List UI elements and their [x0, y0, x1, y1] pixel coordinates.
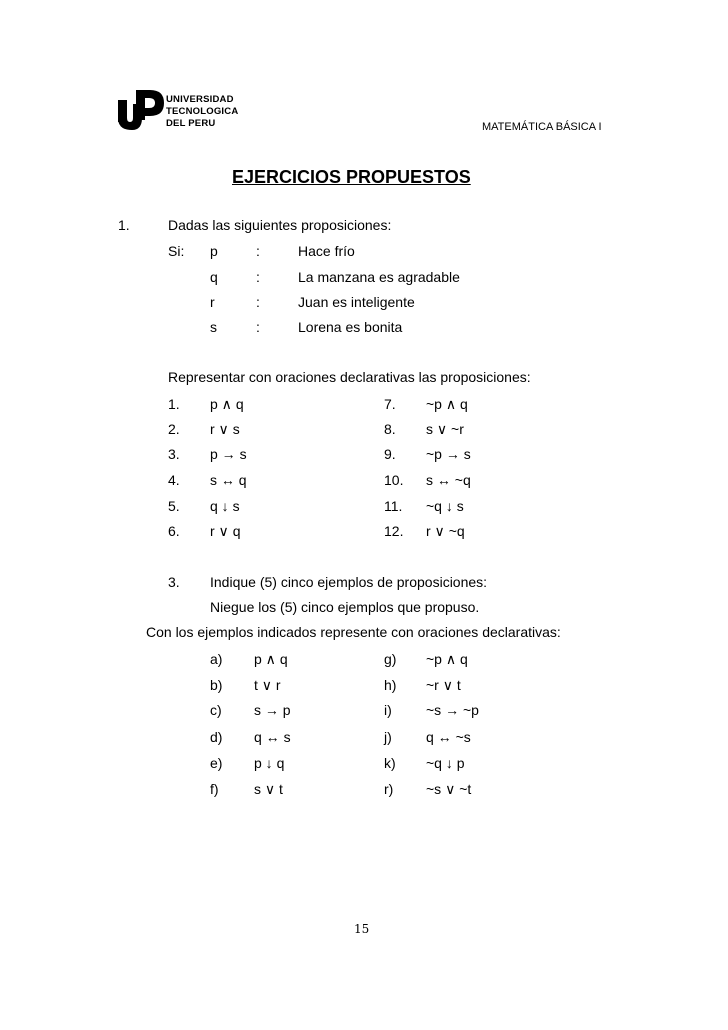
item-expression: s → p	[254, 702, 291, 718]
item-number: 8.	[384, 421, 396, 437]
si-label: Si:	[168, 243, 185, 259]
item-expression: ~q ↓ s	[426, 498, 464, 514]
item-expression: p ∧ q	[254, 651, 288, 667]
item-letter: e)	[210, 755, 223, 771]
item-letter: c)	[210, 702, 222, 718]
item-expression: ~p ∧ q	[426, 396, 468, 412]
question-1-instruction: Representar con oraciones declarativas las proposiciones:	[168, 369, 531, 385]
item-expression: r ∨ ~q	[426, 523, 465, 539]
item-expression: ~p ∧ q	[426, 651, 468, 667]
item-expression: ~r ∨ t	[426, 677, 461, 693]
prop-desc: Juan es inteligente	[298, 294, 415, 310]
prop-colon: :	[256, 319, 260, 335]
item-expression: t ∨ r	[254, 677, 281, 693]
item-expression: ~s → ~p	[426, 702, 479, 718]
prop-var: r	[210, 294, 215, 310]
item-number: 3.	[168, 446, 180, 462]
item-number: 9.	[384, 446, 396, 462]
utp-logo-icon	[118, 90, 164, 136]
prop-desc: La manzana es agradable	[298, 269, 460, 285]
item-letter: i)	[384, 702, 392, 718]
question-3-line-2: Niegue los (5) cinco ejemplos que propuso.	[210, 599, 480, 615]
item-expression: p → s	[210, 446, 247, 462]
item-expression: ~p → s	[426, 446, 471, 462]
item-number: 2.	[168, 421, 180, 437]
prop-var: s	[210, 319, 217, 335]
item-number: 12.	[384, 523, 404, 539]
logo-line-1: UNIVERSIDAD	[166, 94, 234, 105]
item-expression: r ∨ q	[210, 523, 241, 539]
item-number: 10.	[384, 472, 404, 488]
item-expression: r ∨ s	[210, 421, 240, 437]
item-letter: a)	[210, 651, 223, 667]
item-expression: p ↓ q	[254, 755, 285, 771]
item-expression: ~s ∨ ~t	[426, 781, 472, 797]
item-number: 7.	[384, 396, 396, 412]
prop-var: q	[210, 269, 218, 285]
logo-line-3: DEL PERU	[166, 118, 216, 129]
item-letter: d)	[210, 729, 223, 745]
prop-var: p	[210, 243, 218, 259]
item-number: 6.	[168, 523, 180, 539]
question-3-number: 3.	[168, 574, 180, 590]
item-letter: g)	[384, 651, 397, 667]
question-1-intro: Dadas las siguientes proposiciones:	[168, 217, 392, 233]
page-title: EJERCICIOS PROPUESTOS	[232, 167, 471, 187]
item-number: 4.	[168, 472, 180, 488]
item-expression: s ↔ q	[210, 472, 247, 488]
prop-colon: :	[256, 243, 260, 259]
item-expression: q ↔ ~s	[426, 729, 471, 745]
item-letter: r)	[384, 781, 394, 797]
question-3-line-1: Indique (5) cinco ejemplos de proposiciones:	[210, 574, 488, 590]
prop-desc: Hace frío	[298, 243, 355, 259]
item-expression: s ∨ t	[254, 781, 283, 797]
page-number: 15	[354, 922, 370, 936]
prop-colon: :	[256, 269, 260, 285]
item-letter: j)	[384, 729, 392, 745]
item-letter: k)	[384, 755, 396, 771]
item-expression: q ↓ s	[210, 498, 240, 514]
course-header: MATEMÁTICA BÁSICA I	[482, 121, 602, 133]
question-1-number: 1.	[118, 217, 130, 233]
item-letter: b)	[210, 677, 223, 693]
prop-desc: Lorena es bonita	[298, 319, 403, 335]
item-expression: s ↔ ~q	[426, 472, 471, 488]
item-number: 11.	[384, 498, 403, 514]
item-letter: f)	[210, 781, 219, 797]
logo-line-2: TECNOLOGICA	[166, 106, 239, 117]
item-expression: p ∧ q	[210, 396, 244, 412]
item-expression: s ∨ ~r	[426, 421, 464, 437]
item-expression: q ↔ s	[254, 729, 291, 745]
question-3-line-3: Con los ejemplos indicados represente con oraciones declarativas:	[146, 624, 561, 640]
item-number: 1.	[168, 396, 180, 412]
item-number: 5.	[168, 498, 180, 514]
item-letter: h)	[384, 677, 397, 693]
item-expression: ~q ↓ p	[426, 755, 465, 771]
prop-colon: :	[256, 294, 260, 310]
